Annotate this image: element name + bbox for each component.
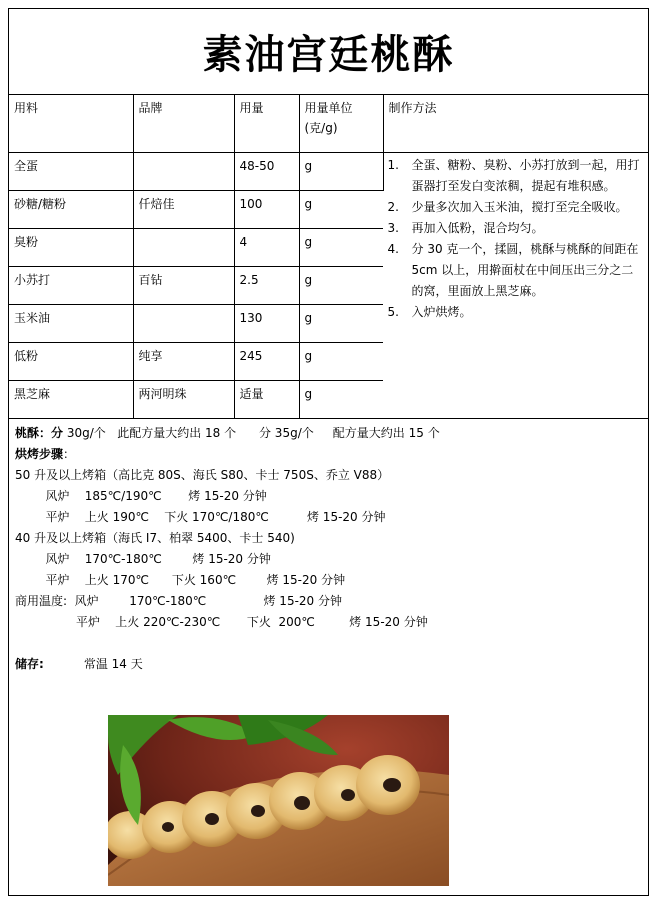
ingredient-brand: 百钻	[133, 266, 234, 304]
bake-line: 风炉 185℃/190℃ 烤 15-20 分钟	[15, 488, 267, 503]
ingredient-unit: g	[299, 266, 383, 304]
header-amount: 用量	[234, 95, 299, 152]
ingredient-unit: g	[299, 304, 383, 342]
step-number: 3.	[387, 220, 399, 235]
ingredient-amount: 2.5	[234, 266, 299, 304]
step-text: 分 30 克一个，揉圆，桃酥与桃酥的间距在 5cm 以上，用擀面杖在中间压出三分之二的窝，里面放上黑芝麻。	[411, 241, 639, 298]
ingredient-unit: g	[299, 380, 383, 418]
portion-line	[15, 423, 642, 444]
step-text: 少量多次加入玉米油，搅打至完全吸收。	[411, 199, 628, 214]
storage-line	[15, 654, 642, 675]
ingredient-name: 全蛋	[9, 152, 133, 190]
step-text: 再加入低粉，混合均匀。	[411, 220, 544, 235]
bake-line: 平炉 上火 220℃-230℃ 下火 200℃ 烤 15-20 分钟	[15, 614, 428, 629]
ingredient-name: 玉米油	[9, 304, 133, 342]
portion-label: 桃酥：分	[15, 425, 64, 440]
notes-section	[9, 419, 648, 679]
ingredient-brand	[133, 304, 234, 342]
ingredient-amount: 48-50	[234, 152, 299, 190]
cookie-photo	[108, 715, 449, 886]
storage-label: 储存:	[15, 656, 44, 671]
bake-colon: ：	[63, 446, 76, 461]
ingredient-unit: g	[299, 190, 383, 228]
bake-line: 商用温度: 风炉 170℃-180℃ 烤 15-20 分钟	[15, 593, 342, 608]
table-header-row	[9, 95, 649, 152]
bake-line: 40 升及以上烤箱（海氏 I7、柏翠 5400、卡士 540)	[15, 530, 295, 545]
method-list	[388, 155, 644, 323]
bake-heading	[15, 444, 642, 465]
page-title: 素油宫廷桃酥	[9, 9, 648, 95]
method-step	[388, 155, 644, 197]
step-number: 2.	[387, 199, 399, 214]
step-text: 全蛋、糖粉、臭粉、小苏打放到一起，用打蛋器打至发白变浓稠，提起有堆积感。	[411, 157, 640, 193]
bake-line: 风炉 170℃-180℃ 烤 15-20 分钟	[15, 551, 271, 566]
ingredient-brand: 仟焙佳	[133, 190, 234, 228]
header-unit: 用量单位(克/g)	[299, 95, 383, 152]
ingredient-amount: 100	[234, 190, 299, 228]
ingredient-name: 臭粉	[9, 228, 133, 266]
ingredient-name: 黑芝麻	[9, 380, 133, 418]
ingredient-brand	[133, 152, 234, 190]
method-step	[388, 239, 644, 302]
ingredient-brand: 两河明珠	[133, 380, 234, 418]
ingredient-unit: g	[299, 228, 383, 266]
ingredient-amount: 4	[234, 228, 299, 266]
bake-line: 平炉 上火 190℃ 下火 170℃/180℃ 烤 15-20 分钟	[15, 509, 386, 524]
bake-line: 平炉 上火 170℃ 下火 160℃ 烤 15-20 分钟	[15, 572, 346, 587]
method-step	[388, 302, 644, 323]
step-number: 5.	[387, 304, 399, 319]
step-number: 4.	[387, 241, 399, 256]
ingredient-amount: 245	[234, 342, 299, 380]
ingredient-name: 小苏打	[9, 266, 133, 304]
method-step	[388, 218, 644, 239]
method-cell	[383, 152, 649, 418]
ingredient-name: 低粉	[9, 342, 133, 380]
recipe-page	[8, 8, 649, 896]
header-brand: 品牌	[133, 95, 234, 152]
ingredient-brand	[133, 228, 234, 266]
header-method: 制作方法	[383, 95, 649, 152]
storage-text: 常温 14 天	[83, 656, 143, 671]
ingredient-amount: 130	[234, 304, 299, 342]
ingredient-unit: g	[299, 342, 383, 380]
bake-label: 烘烤步骤	[15, 446, 64, 461]
ingredient-unit: g	[299, 152, 383, 190]
step-number: 1.	[387, 157, 399, 172]
step-text: 入炉烘烤。	[411, 304, 472, 319]
recipe-table	[9, 95, 649, 419]
bake-line: 50 升及以上烤箱（高比克 80S、海氏 S80、卡士 750S、乔立 V88）	[15, 467, 390, 482]
ingredient-brand: 纯享	[133, 342, 234, 380]
header-ingredient: 用料	[9, 95, 133, 152]
method-step	[388, 197, 644, 218]
ingredient-name: 砂糖/糖粉	[9, 190, 133, 228]
blank-line	[15, 633, 642, 654]
table-row	[9, 152, 649, 190]
portion-text: 30g/个 此配方量大约出 18 个 分 35g/个 配方量大约出 15 个	[63, 425, 440, 440]
ingredient-amount: 适量	[234, 380, 299, 418]
